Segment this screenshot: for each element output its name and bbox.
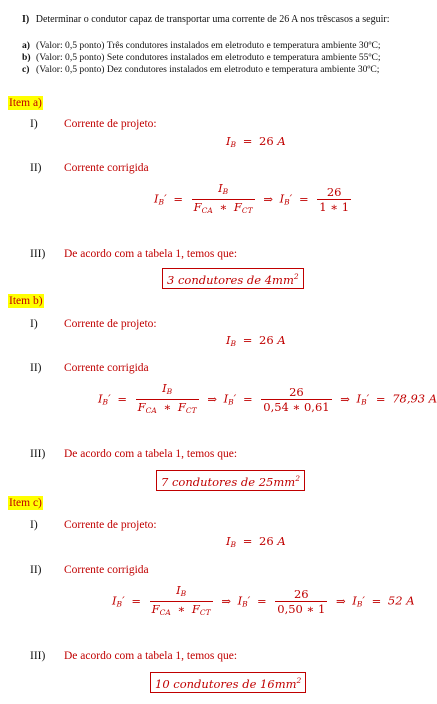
step-label: De acordo com a tabela 1, temos que:: [64, 248, 238, 260]
step-label: De acordo com a tabela 1, temos que:: [64, 448, 238, 460]
step-label: Corrente de projeto:: [64, 519, 157, 531]
answer-box: 7 condutores de $25mm^2$: [156, 470, 305, 491]
subitem-b: [22, 52, 381, 63]
step-label: Corrente de projeto:: [64, 118, 157, 130]
roman-numeral: I): [30, 519, 38, 531]
item-c-label: Item c): [9, 497, 42, 509]
design-current-equation: IB = 26 A: [226, 333, 286, 348]
roman-numeral: II): [30, 162, 42, 174]
corrected-current-equation: IB′ = $\frac{IB}{\text{FCA ∗ FCT}}$ ⇒ IB′ = $\frac{26}{0,54 ∗ 0,61}$ ⇒ IB′ = 78,93 A: [98, 381, 437, 418]
subitem-letter: c): [22, 64, 30, 75]
step-label: Corrente de projeto:: [64, 318, 157, 330]
roman-numeral: II): [30, 564, 42, 576]
roman-numeral: III): [30, 448, 46, 460]
step-label: De acordo com a tabela 1, temos que:: [64, 650, 238, 662]
subitem-text: (Valor: 0,5 ponto) Dez condutores instalados em eletroduto e temperatura ambiente 30ºC;: [36, 64, 380, 75]
question-number: I): [22, 14, 30, 25]
roman-numeral: III): [30, 650, 46, 662]
step-label: Corrente corrigida: [64, 362, 149, 374]
question-text: Determinar o condutor capaz de transportar uma corrente de 26 A nos trêscasos a seguir:: [35, 14, 390, 25]
roman-numeral: III): [30, 248, 46, 260]
roman-numeral: II): [30, 362, 42, 374]
roman-numeral: I): [30, 118, 38, 130]
subitem-c: [22, 64, 379, 75]
answer-box: 3 condutores de $4mm^2$: [162, 268, 304, 289]
subitem-letter: a): [22, 40, 30, 51]
item-b-label: Item b): [9, 295, 43, 307]
design-current-equation: IB = 26 A: [226, 134, 286, 149]
design-current-equation: IB = 26 A: [226, 534, 286, 549]
subitem-letter: b): [22, 52, 31, 63]
corrected-current-equation: IB′ = $\frac{IB}{\text{FCA ∗ FCT}}$ ⇒ IB′ = $\frac{26}{1 ∗ 1}$: [154, 181, 353, 218]
subitem-text: (Valor: 0,5 ponto) Sete condutores instalados em eletroduto e temperatura ambiente 55ºC;: [36, 52, 381, 63]
corrected-current-equation: IB′ = $\frac{IB}{\text{FCA ∗ FCT}}$ ⇒ IB′ = $\frac{26}{0,50 ∗ 1}$ ⇒ IB′ = 52 A: [112, 583, 415, 620]
roman-numeral: I): [30, 318, 38, 330]
answer-box: 10 condutores de $16mm^2$: [150, 672, 306, 693]
step-label: Corrente corrigida: [64, 162, 149, 174]
step-label: Corrente corrigida: [64, 564, 149, 576]
subitem-a: [22, 40, 381, 51]
question-header: [22, 14, 390, 25]
subitem-text: (Valor: 0,5 ponto) Três condutores instalados em eletroduto e temperatura ambiente 30ºC;: [36, 40, 381, 51]
item-a-label: Item a): [9, 97, 42, 109]
